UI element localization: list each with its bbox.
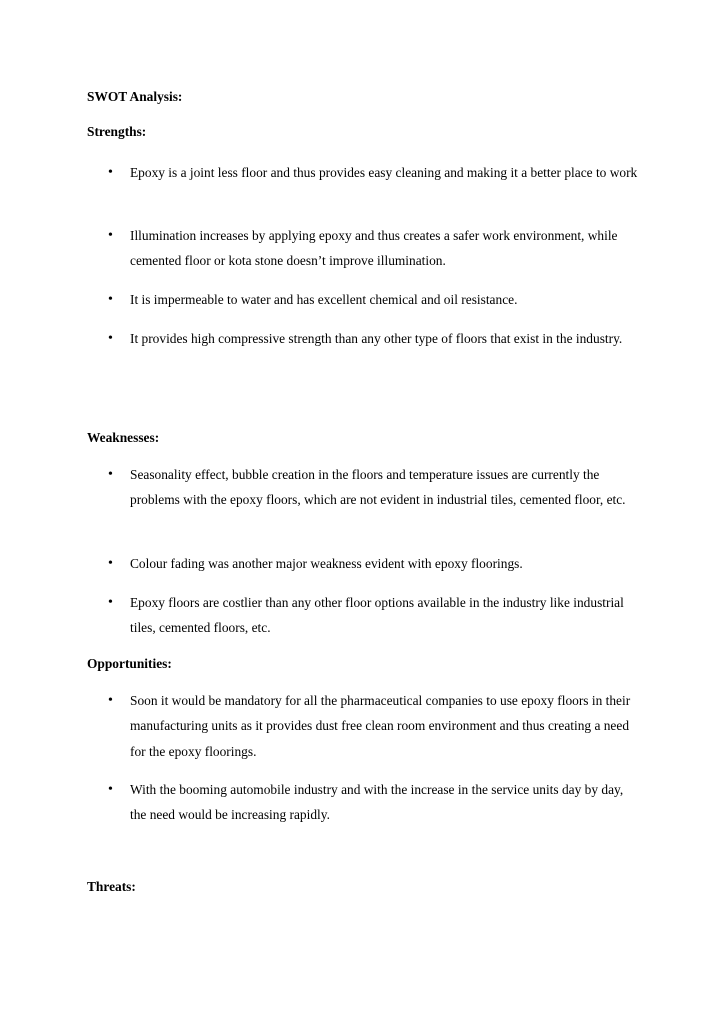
bullet: • [108, 466, 113, 482]
bullet: • [108, 555, 113, 571]
list-item-text: Illumination increases by applying epoxy and thus creates a safer work environment, while cemented floor or kota stone doesn’t improve illumination. [130, 227, 618, 268]
list-item [108, 164, 638, 185]
list-item [108, 291, 638, 312]
bullet: • [108, 291, 113, 307]
list-item [108, 227, 638, 274]
list-item-text: Seasonality effect, bubble creation in the floors and temperature issues are currently the problems with the epoxy floors, which are not evident in industrial tiles, cemented floor, etc. [130, 466, 626, 507]
threats-heading: Threats: [87, 879, 136, 894]
list-item [108, 594, 638, 641]
list-item-text: Soon it would be mandatory for all the pharmaceutical companies to use epoxy floors in their manufacturing units as it provides dust free clean room environment and thus creating a need for the epoxy floorings. [130, 692, 631, 759]
bullet: • [108, 781, 113, 797]
list-item-text: Epoxy is a joint less floor and thus provides easy cleaning and making it a better place to work [130, 164, 638, 180]
weaknesses-heading: Weaknesses: [87, 430, 160, 445]
document-title: SWOT Analysis: [87, 89, 183, 104]
list-item-text: Colour fading was another major weakness evident with epoxy floorings. [130, 555, 523, 571]
bullet: • [108, 227, 113, 243]
opportunities-heading: Opportunities: [87, 656, 172, 671]
strengths-heading: Strengths: [87, 124, 147, 139]
bullet: • [108, 692, 113, 708]
bullet: • [108, 164, 113, 180]
list-item-text: It provides high compressive strength than any other type of floors that exist in the industry. [130, 330, 623, 346]
list-item [108, 466, 638, 513]
list-item-text: With the booming automobile industry and with the increase in the service units day by day, the need would be increasing rapidly. [130, 781, 624, 822]
list-item-text: It is impermeable to water and has excellent chemical and oil resistance. [130, 291, 518, 307]
list-item [108, 781, 638, 828]
list-item [108, 692, 638, 764]
list-item-text: Epoxy floors are costlier than any other floor options available in the industry like industrial tiles, cemented floors, etc. [130, 594, 624, 635]
bullet: • [108, 330, 113, 346]
bullet: • [108, 594, 113, 610]
list-item [108, 330, 638, 351]
list-item [108, 555, 638, 576]
